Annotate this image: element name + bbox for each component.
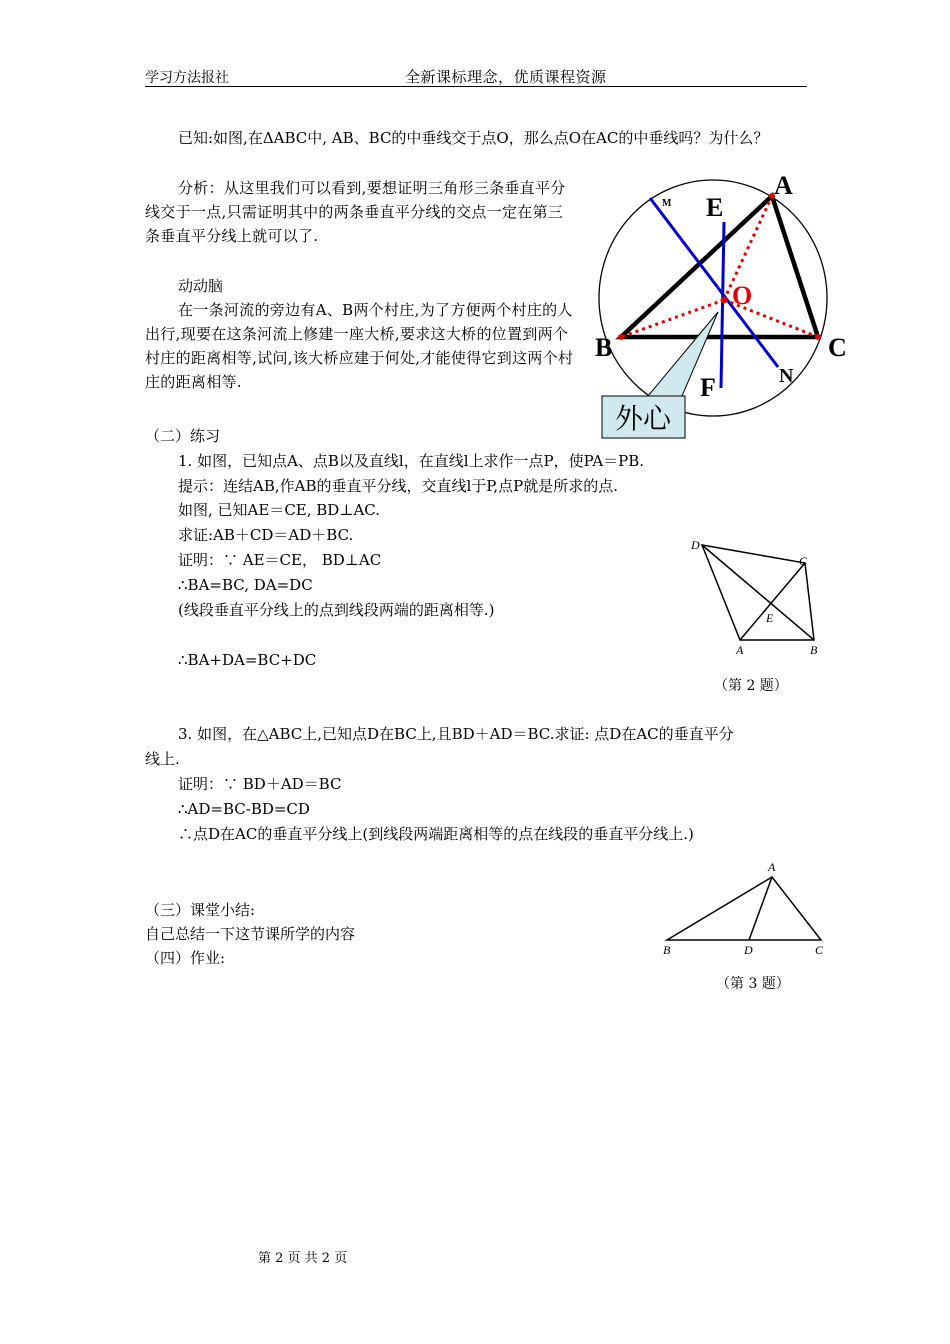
figure3-caption: （第 3 题）: [716, 976, 790, 992]
header-publisher: 学习方法报社: [145, 70, 229, 86]
q3-proof-line: ∴AD=BC-BD=CD: [178, 800, 310, 818]
summary-text: 自己总结一下这节课所学的内容: [145, 925, 356, 943]
intro-question: 已知:如图,在ΔABC中, AB、BC的中垂线交于点O，那么点O在AC的中垂线吗？为什么？: [178, 129, 769, 147]
practice-line: ∴BA=BC, DA=DC: [178, 576, 313, 594]
point-b: [618, 334, 624, 340]
callout-text: 外心: [614, 402, 672, 435]
q3-label-c: C: [815, 943, 824, 957]
point-o: [721, 297, 728, 304]
q3-statement-cont: 线上.: [145, 750, 180, 768]
practice-line: 1. 如图，已知点A、点B以及直线l，在直线l上求作一点P，使PA＝PB.: [178, 452, 645, 470]
q3-proof-line: 证明：∵ BD＋AD＝BC: [178, 775, 342, 793]
label-e: E: [706, 193, 724, 222]
brain-text: 在一条河流的旁边有A、B两个村庄,为了方便两个村庄的人出行,现要在这条河流上修建一座大桥,要求这大桥的位置到两个村庄的距离相等,试问,该大桥应建于何处,才能使得它到这两个村庄的距离相等.: [145, 301, 574, 391]
header-slogan: 全新课标理念，优质课程资源: [405, 68, 607, 86]
page-footer: 第 2 页 共 2 页: [258, 1251, 348, 1266]
figure2-caption: （第 2 题）: [714, 678, 788, 694]
label-o: O: [732, 281, 753, 310]
q3-label-b: B: [663, 943, 671, 957]
practice-line: ∴BA+DA=BC+DC: [178, 651, 317, 669]
summary-title: （三）课堂小结:: [145, 901, 256, 919]
diagonal-db: [702, 545, 814, 640]
q2-label-c: C: [799, 554, 808, 568]
label-m: M: [662, 198, 672, 209]
header-rule: [145, 86, 807, 87]
bisector-ef: [721, 222, 724, 388]
practice-line: 如图, 已知AE＝CE, BD⊥AC.: [178, 501, 380, 519]
practice-title: （二）练习: [145, 427, 221, 445]
figure-triangle-d: [655, 855, 835, 960]
q2-label-d: D: [691, 538, 700, 552]
homework-title: （四）作业:: [145, 949, 226, 967]
q3-statement: 3. 如图，在△ABC上,已知点D在BC上,且BD＋AD＝BC.求证: 点D在AC的垂直平分: [178, 725, 734, 743]
point-c: [815, 334, 821, 340]
q2-label-a: A: [736, 643, 744, 657]
figure-circumcenter: [590, 170, 860, 442]
label-n: N: [779, 365, 794, 387]
q3-label-d: D: [744, 943, 753, 957]
triangle-abc-q3: [667, 877, 821, 940]
practice-line: (线段垂直平分线上的点到线段两端的距离相等.): [178, 601, 495, 619]
diagonal-ca: [740, 563, 805, 640]
q2-label-b: B: [810, 643, 818, 657]
segment-ad: [749, 877, 772, 940]
label-f: F: [700, 373, 716, 402]
brain-title: 动动脑: [178, 277, 224, 295]
label-a: A: [774, 171, 793, 200]
practice-line: 证明：∵ AE＝CE， BD⊥AC: [178, 551, 382, 569]
practice-line: 提示：连结AB,作AB的垂直平分线，交直线l于P,点P就是所求的点.: [178, 477, 618, 495]
label-b: B: [595, 333, 613, 362]
figure-quadrilateral: [680, 530, 825, 660]
intro-analysis: 分析：从这里我们可以看到,要想证明三角形三条垂直平分线交于一点,只需证明其中的两条垂直平分线的交点一定在第三条垂直平分线上就可以了.: [145, 179, 566, 245]
practice-line: 求证:AB＋CD＝AD＋BC.: [178, 526, 354, 544]
q3-proof-line: ∴点D在AC的垂直平分线上(到线段两端距离相等的点在线段的垂直平分线上.): [178, 825, 694, 843]
label-c: C: [828, 333, 847, 362]
q3-label-a: A: [768, 860, 776, 874]
q2-label-e: E: [766, 611, 774, 625]
